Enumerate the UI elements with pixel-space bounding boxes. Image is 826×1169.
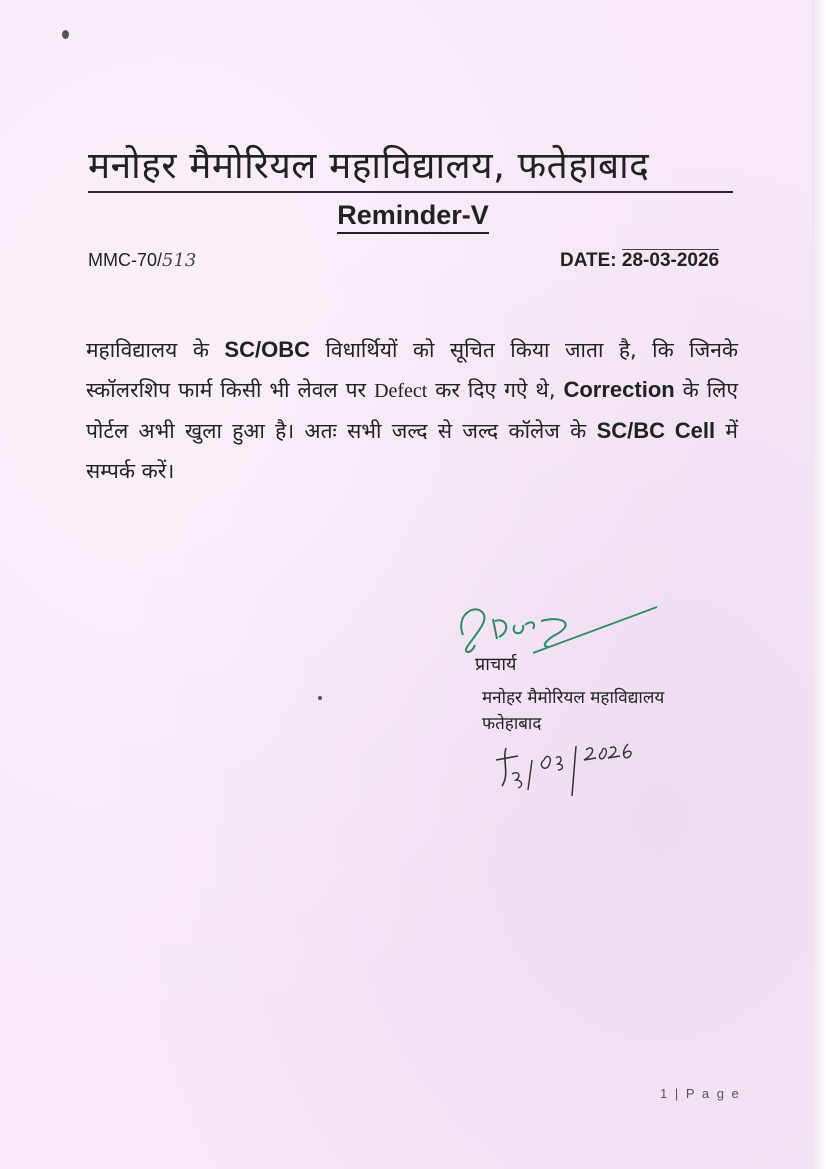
ink-speck: [62, 30, 69, 39]
body-text-segment: विधार्थियों को सूचित किया जाता है, कि जिनके स्कॉलरशिप फार्म किसी भी लेवल पर: [86, 338, 738, 402]
handwritten-date: [488, 730, 638, 800]
letter-date: [560, 250, 719, 272]
page-number: 1 | P a g e: [660, 1086, 741, 1101]
reminder-title: Reminder-V: [337, 200, 489, 234]
body-bold-segment: SC/OBC: [224, 337, 310, 362]
reference-prefix: MMC-70/: [88, 250, 163, 270]
body-text-segment: महाविद्यालय के: [86, 338, 225, 362]
body-bold-segment: SC/BC Cell: [596, 418, 716, 443]
college-name-heading: मनोहर मैमोरियल महाविद्यालय, फतेहाबाद: [88, 138, 733, 193]
signatory-place: फतेहाबाद: [482, 714, 542, 734]
signatory-title: प्राचार्य: [475, 654, 517, 675]
date-label: DATE:: [560, 250, 617, 271]
date-value: 28-03-2026: [621, 250, 720, 271]
body-text-segment: कर दिए गऐ थे,: [427, 378, 564, 402]
signatory-college: मनोहर मैमोरियल महाविद्यालय: [482, 688, 665, 708]
body-text-segment: के लिए पोर्टल अभी खुला हुआ है। अतः सभी जल्द से जल्द कॉलेज के: [86, 378, 738, 443]
notice-body: [86, 330, 738, 491]
reminder-heading: [0, 200, 826, 231]
ink-speck: [318, 696, 322, 700]
body-text-segment: में सम्पर्क करें।: [86, 419, 738, 483]
body-latin-segment: Defect: [374, 380, 428, 402]
page-edge: [812, 0, 826, 1169]
body-bold-segment: Correction: [563, 377, 675, 402]
reference-handwritten-number: 513: [162, 250, 197, 271]
reference-number: [88, 250, 196, 271]
